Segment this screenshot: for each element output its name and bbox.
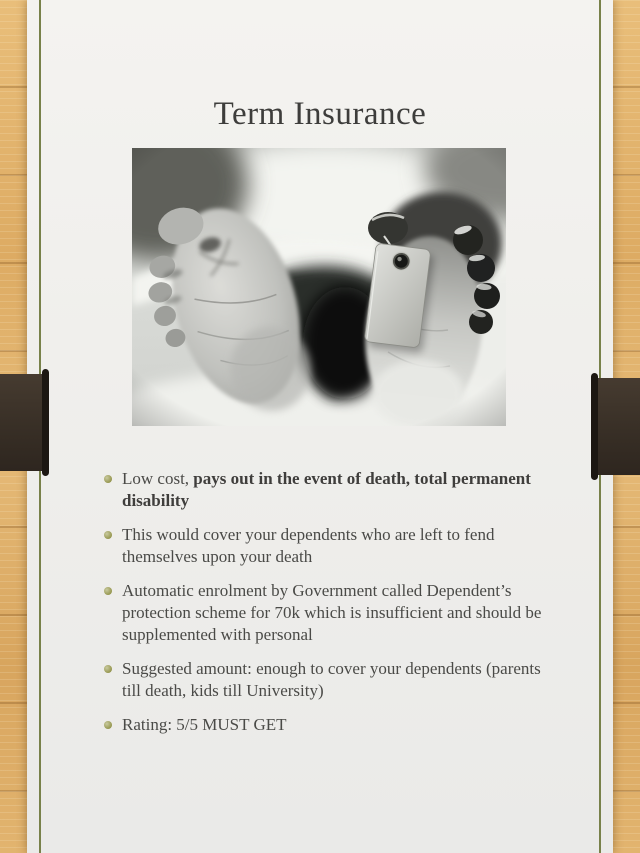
toe-tag-photo-frame: [132, 148, 506, 426]
bullet-icon: [104, 531, 112, 539]
bullet-text: Rating: 5/5 MUST GET: [122, 715, 287, 734]
left-ribbon-bar: [0, 374, 44, 471]
bullet-item: [100, 468, 558, 512]
bullet-item: [100, 580, 558, 646]
bullet-item: [100, 524, 558, 568]
bullet-icon: [104, 665, 112, 673]
bullet-item: [100, 658, 558, 702]
bullet-icon: [104, 721, 112, 729]
bullet-text: Suggested amount: enough to cover your dependents (parents till death, kids till University): [122, 659, 541, 700]
bullet-list: [100, 468, 558, 748]
bullet-icon: [104, 475, 112, 483]
slide-title: Term Insurance: [213, 96, 427, 132]
toe-tag-photo: [132, 148, 506, 426]
right-ribbon-bar: [596, 378, 640, 475]
left-ribbon-cap: [42, 369, 49, 476]
bullet-text: This would cover your dependents who are left to fend themselves upon your death: [122, 525, 495, 566]
bullet-icon: [104, 587, 112, 595]
bullet-text: Automatic enrolment by Government called Dependent’s protection scheme for 70k which is insufficient and should be supplemented with personal: [122, 581, 542, 644]
right-ribbon-cap: [591, 373, 598, 480]
bullet-text: Low cost, pays out in the event of death, total permanent disability: [122, 469, 531, 510]
bullet-item: [100, 714, 558, 736]
